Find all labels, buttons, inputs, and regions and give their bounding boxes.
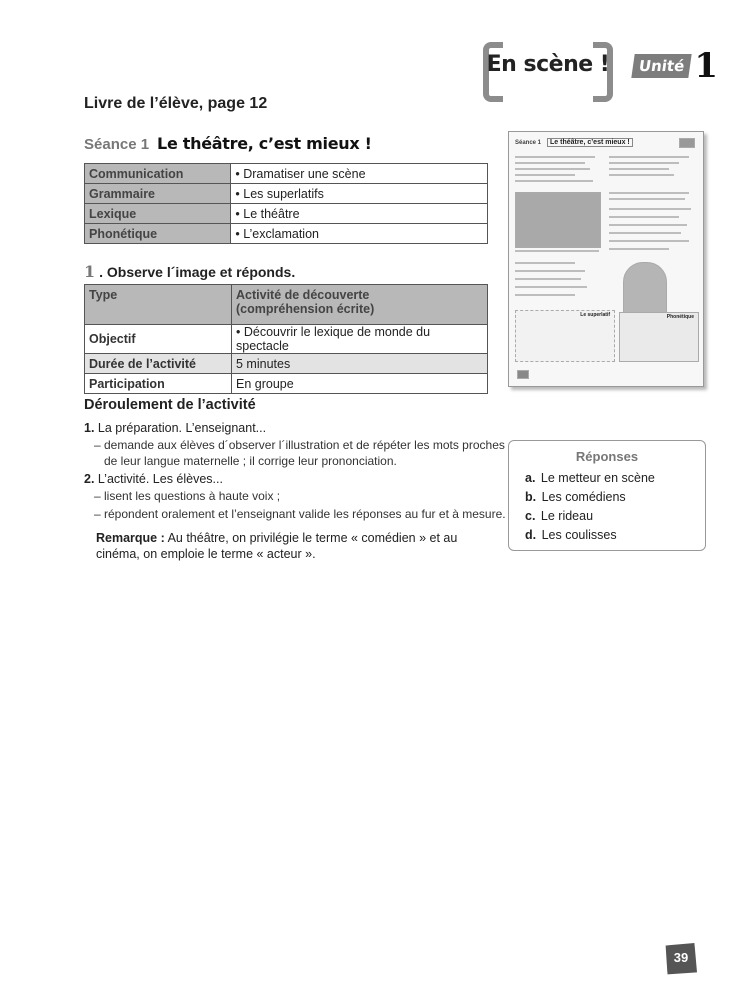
activity-table — [84, 284, 488, 394]
thumb-text-line — [515, 286, 587, 288]
objective-value: • L’exclamation — [231, 224, 488, 244]
step-1-text: La préparation. L’enseignant... — [94, 421, 267, 435]
student-book-thumbnail — [508, 131, 704, 387]
step-2-text: L’activité. Les élèves... — [94, 472, 223, 486]
unit-header-frame — [483, 42, 613, 94]
reponse-text: Le rideau — [537, 509, 594, 523]
activity-type-value — [232, 285, 488, 325]
thumb-text-line — [515, 180, 593, 182]
activity-type-line1: Activité de découverte — [236, 288, 370, 302]
thumb-text-line — [609, 208, 691, 210]
thumb-text-line — [609, 198, 685, 200]
objective-key: Phonétique — [85, 224, 231, 244]
table-row — [85, 184, 488, 204]
reponses-box — [508, 440, 706, 551]
step-1 — [84, 420, 266, 437]
seance-heading — [84, 134, 372, 153]
thumb-text-line — [515, 162, 585, 164]
thumb-text-line — [515, 168, 590, 170]
book-title: Livre de l’élève, page 12 — [84, 95, 268, 112]
thumb-text-line — [609, 224, 687, 226]
thumb-text-line — [609, 240, 689, 242]
thumb-text-line — [609, 232, 681, 234]
exercise-heading — [84, 262, 295, 281]
reponse-item — [525, 528, 617, 542]
step-1-dash-a: – demande aux élèves d´observer l´illustration et de répéter les mots proches — [94, 438, 505, 452]
remark-label: Remarque : — [96, 531, 165, 545]
exercise-title: . Observe l´image et réponds. — [99, 263, 296, 280]
remark — [96, 530, 491, 562]
thumb-text-line — [515, 156, 595, 158]
page-number: 39 — [673, 950, 689, 965]
thumb-text-line — [609, 162, 679, 164]
thumb-text-line — [515, 270, 585, 272]
thumb-box-label: Le superlatif — [580, 312, 610, 318]
objective-key: Lexique — [85, 204, 231, 224]
unit-label: Unité — [631, 54, 692, 78]
unit-badge — [633, 46, 719, 86]
activity-value: • Découvrir le lexique de monde du spectacle — [232, 325, 488, 354]
thumb-text-line — [609, 168, 669, 170]
reponses-title: Réponses — [575, 449, 639, 464]
step-1-number: 1. — [84, 421, 95, 435]
reponse-text: Les comédiens — [538, 490, 626, 504]
reponse-text: Le metteur en scène — [537, 471, 655, 485]
step-2-dash-1: – lisent les questions à haute voix ; — [94, 489, 281, 503]
reponse-letter: d. — [525, 528, 537, 542]
seance-title: Le théâtre, c’est mieux ! — [157, 134, 372, 153]
thumb-text-line — [515, 174, 575, 176]
activity-key: Objectif — [85, 325, 232, 354]
objective-key: Grammaire — [85, 184, 231, 204]
thumb-page-number — [517, 370, 529, 379]
table-row — [85, 325, 488, 354]
thumb-phon-label: Phonétique — [666, 314, 694, 320]
activity-key: Type — [85, 285, 232, 325]
table-row — [85, 354, 488, 374]
table-row — [85, 224, 488, 244]
thumb-phonetique-box — [619, 312, 699, 362]
activity-type-line2: (compréhension écrite) — [236, 302, 375, 316]
thumb-title: Le théâtre, c’est mieux ! — [547, 138, 633, 147]
exercise-number: 1 — [84, 262, 96, 281]
seance-number: Séance 1 — [84, 136, 150, 153]
thumb-unit-icon — [679, 138, 695, 148]
thumb-text-line — [515, 278, 581, 280]
thumb-portrait — [623, 262, 667, 314]
thumb-text-line — [609, 192, 689, 194]
thumb-theatre-illustration — [515, 192, 601, 248]
reponse-item — [525, 490, 626, 504]
objective-value: • Dramatiser une scène — [231, 164, 488, 184]
thumb-text-line — [609, 174, 674, 176]
thumb-text-line — [609, 248, 669, 250]
step-2 — [84, 471, 223, 488]
reponse-letter: c. — [525, 509, 536, 523]
step-2-number: 2. — [84, 472, 95, 486]
deroulement-title: Déroulement de l’activité — [84, 397, 256, 413]
objective-value: • Les superlatifs — [231, 184, 488, 204]
thumb-seance: Séance 1 — [515, 140, 542, 146]
objectives-table — [84, 163, 488, 244]
header-title: En scène ! — [486, 52, 610, 77]
step-1-dash-b: de leur langue maternelle ; il corrige leur prononciation. — [104, 454, 397, 468]
remark-text: Au théâtre, on privilégie le terme « comédien » et au cinéma, on emploie le terme « acteur ». — [96, 531, 458, 561]
table-row — [85, 204, 488, 224]
table-row — [85, 164, 488, 184]
activity-key: Participation — [85, 374, 232, 394]
activity-value: En groupe — [232, 374, 488, 394]
reponse-letter: a. — [525, 471, 536, 485]
thumb-text-line — [515, 294, 575, 296]
objective-value: • Le théâtre — [231, 204, 488, 224]
reponse-item — [525, 471, 655, 485]
table-row — [85, 374, 488, 394]
reponse-text: Les coulisses — [538, 528, 617, 542]
table-row — [85, 285, 488, 325]
thumb-text-line — [609, 216, 679, 218]
unit-number: 1 — [694, 46, 719, 86]
thumb-text-line — [515, 262, 575, 264]
thumb-text-line — [515, 250, 599, 252]
activity-key: Durée de l’activité — [85, 354, 232, 374]
reponse-item — [525, 509, 593, 523]
thumb-text-line — [609, 156, 689, 158]
step-2-dash-2: – répondent oralement et l’enseignant valide les réponses au fur et à mesure. — [94, 507, 506, 521]
activity-value: 5 minutes — [232, 354, 488, 374]
reponse-letter: b. — [525, 490, 537, 504]
objective-key: Communication — [85, 164, 231, 184]
thumb-superlatif-box — [515, 310, 615, 362]
